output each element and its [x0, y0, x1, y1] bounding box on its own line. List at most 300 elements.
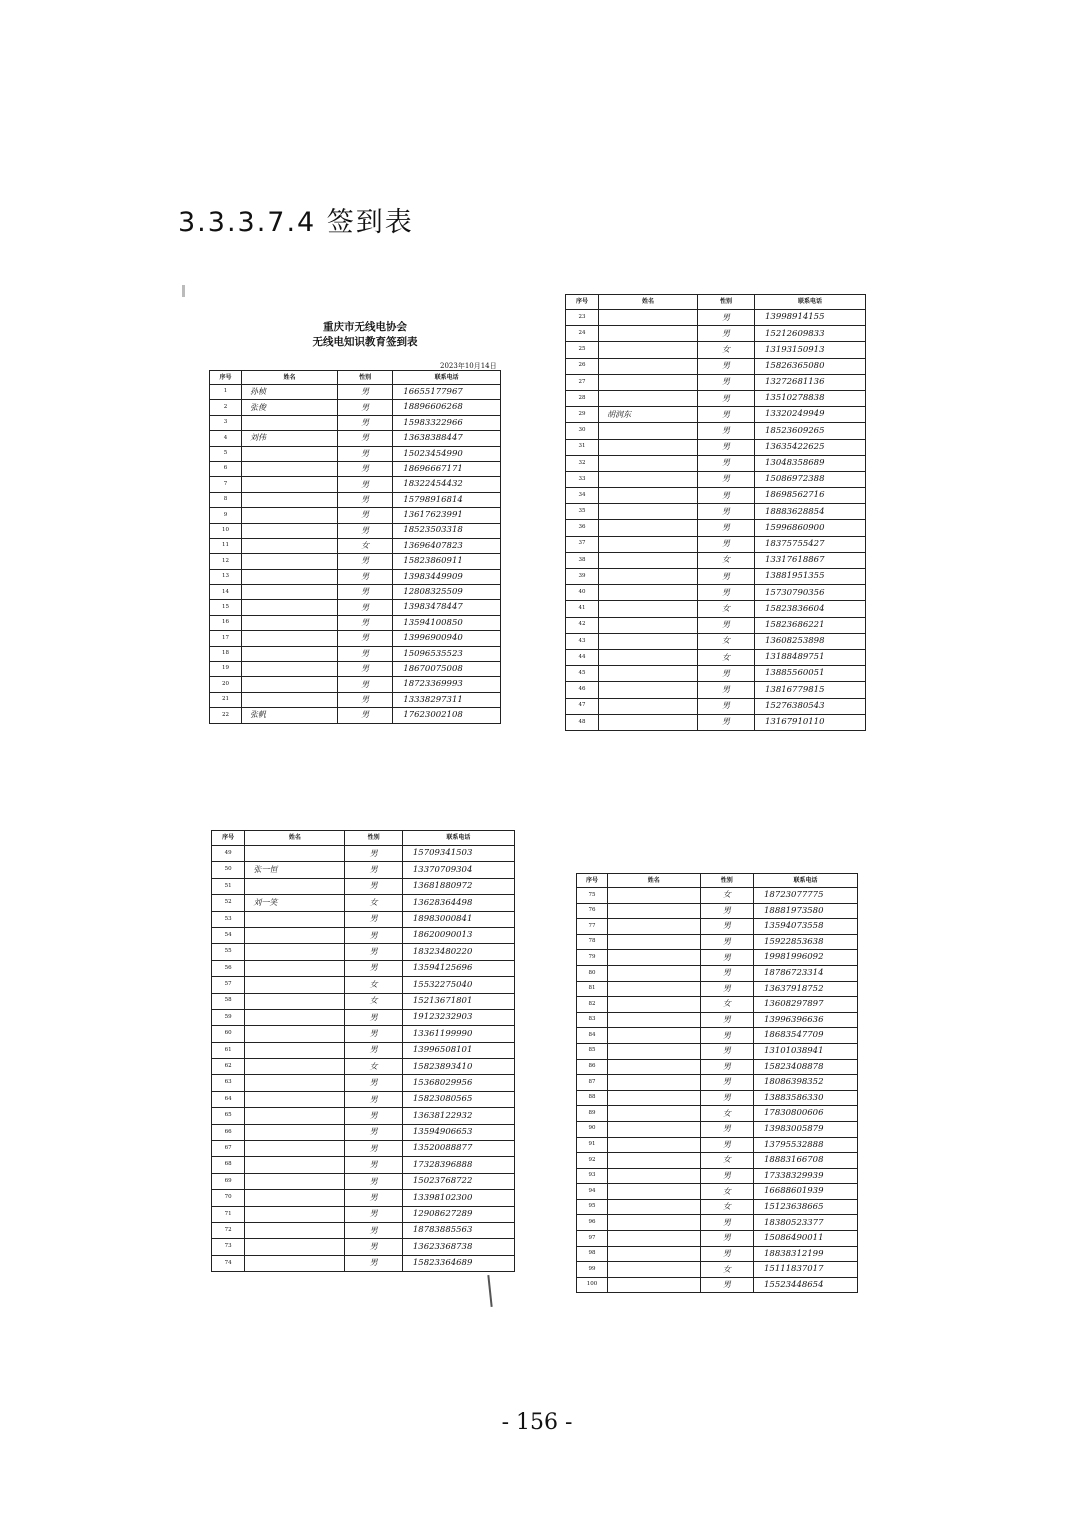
- signer-phone: 13996396636: [754, 1012, 858, 1028]
- signer-phone: 18696667171: [393, 461, 501, 476]
- signer-name: [245, 1026, 345, 1042]
- row-number: 65: [212, 1108, 245, 1124]
- signer-name: [245, 846, 345, 862]
- signer-gender: 女: [698, 649, 755, 665]
- signer-phone: 15730790356: [755, 585, 866, 601]
- signer-name: [607, 1090, 700, 1106]
- signer-name: [607, 1246, 700, 1262]
- signer-phone: 13338297311: [393, 692, 501, 707]
- table-row: [577, 1215, 858, 1231]
- table-row: [577, 997, 858, 1013]
- signer-gender: 男: [345, 911, 403, 927]
- table-row: [566, 569, 866, 585]
- signin-sheet-3: [211, 830, 515, 1272]
- signer-phone: 13885560051: [755, 666, 866, 682]
- signer-phone: 13983449909: [393, 569, 501, 584]
- col-header-phone: 联系电话: [393, 371, 501, 385]
- signer-name: [599, 633, 698, 649]
- signer-gender: 男: [700, 1246, 753, 1262]
- signer-gender: 男: [338, 385, 393, 400]
- row-number: 21: [210, 692, 242, 707]
- col-header-name: 姓名: [599, 295, 698, 310]
- signer-phone: 18723077775: [754, 888, 858, 904]
- signer-phone: 13320249949: [755, 407, 866, 423]
- row-number: 4: [210, 431, 242, 446]
- signer-name: [599, 569, 698, 585]
- signer-gender: 男: [338, 523, 393, 538]
- table-row: [566, 617, 866, 633]
- table-row: [566, 536, 866, 552]
- table-row: [566, 439, 866, 455]
- pen-mark: [487, 1275, 492, 1307]
- table-row: [210, 646, 501, 661]
- signer-gender: 女: [338, 538, 393, 553]
- signer-name: [245, 1255, 345, 1271]
- signin-sheet-2: [565, 294, 866, 731]
- table-row: [212, 944, 515, 960]
- signer-gender: 女: [698, 552, 755, 568]
- table-row: [212, 1009, 515, 1025]
- table-row: [210, 631, 501, 646]
- signer-name: [245, 1124, 345, 1140]
- table-row: [212, 977, 515, 993]
- row-number: 31: [566, 439, 599, 455]
- row-number: 62: [212, 1059, 245, 1075]
- signer-gender: 男: [698, 585, 755, 601]
- signer-phone: 13696407823: [393, 538, 501, 553]
- signer-phone: 15709341503: [402, 846, 514, 862]
- table-row: [577, 1090, 858, 1106]
- signer-gender: 男: [700, 965, 753, 981]
- signer-gender: 男: [345, 1075, 403, 1091]
- row-number: 60: [212, 1026, 245, 1042]
- signer-phone: 18323480220: [402, 944, 514, 960]
- signer-phone: 15368029956: [402, 1075, 514, 1091]
- table-row: [212, 1059, 515, 1075]
- row-number: 58: [212, 993, 245, 1009]
- signer-name: [607, 1121, 700, 1137]
- row-number: 69: [212, 1173, 245, 1189]
- signer-gender: 男: [698, 439, 755, 455]
- signer-gender: 女: [698, 601, 755, 617]
- signer-gender: 男: [338, 677, 393, 692]
- signer-name: [599, 666, 698, 682]
- signer-name: [607, 1153, 700, 1169]
- signer-name: [607, 1012, 700, 1028]
- signer-phone: 13594073558: [754, 919, 858, 935]
- signer-gender: 男: [698, 374, 755, 390]
- col-header-phone: 联系电话: [755, 295, 866, 310]
- signer-name: [607, 1277, 700, 1293]
- table-row: [212, 1026, 515, 1042]
- signer-phone: 13193150913: [755, 342, 866, 358]
- row-number: 84: [577, 1028, 608, 1044]
- table-row: [566, 520, 866, 536]
- signer-gender: 女: [700, 888, 753, 904]
- signer-gender: 男: [338, 415, 393, 430]
- table-row: [566, 358, 866, 374]
- signer-gender: 男: [345, 1141, 403, 1157]
- signin-sheet-1: [209, 370, 501, 724]
- signer-name: [245, 960, 345, 976]
- signer-gender: 男: [345, 846, 403, 862]
- signer-gender: 女: [345, 993, 403, 1009]
- row-number: 49: [212, 846, 245, 862]
- signer-name: [599, 488, 698, 504]
- table-header-row: [566, 295, 866, 310]
- signer-gender: 男: [345, 1091, 403, 1107]
- signer-gender: 男: [700, 1012, 753, 1028]
- signer-name: [607, 1231, 700, 1247]
- table-row: [577, 1121, 858, 1137]
- signer-gender: 男: [698, 536, 755, 552]
- signer-phone: 15823408878: [754, 1059, 858, 1075]
- signer-gender: 女: [345, 977, 403, 993]
- row-number: 77: [577, 919, 608, 935]
- signer-name: [607, 919, 700, 935]
- table-row: [210, 569, 501, 584]
- signer-name: [607, 934, 700, 950]
- table-row: [212, 846, 515, 862]
- signer-name: [607, 1184, 700, 1200]
- table-row: [210, 523, 501, 538]
- signer-phone: 13594125696: [402, 960, 514, 976]
- row-number: 82: [577, 997, 608, 1013]
- signin-table: [576, 873, 858, 1293]
- row-number: 93: [577, 1168, 608, 1184]
- signer-phone: 17623002108: [393, 708, 501, 723]
- signer-phone: 13628364498: [402, 895, 514, 911]
- signer-name: [599, 698, 698, 714]
- table-row: [566, 342, 866, 358]
- row-number: 36: [566, 520, 599, 536]
- signer-name: 张俊: [242, 400, 338, 415]
- row-number: 96: [577, 1215, 608, 1231]
- signer-gender: 男: [700, 1075, 753, 1091]
- row-number: 8: [210, 492, 242, 507]
- row-number: 74: [212, 1255, 245, 1271]
- scan-artifact: [182, 285, 185, 297]
- row-number: 30: [566, 423, 599, 439]
- signer-name: [607, 950, 700, 966]
- row-number: 67: [212, 1141, 245, 1157]
- signer-gender: 男: [700, 1028, 753, 1044]
- signer-name: [599, 504, 698, 520]
- row-number: 79: [577, 950, 608, 966]
- signer-name: 刘伟: [242, 431, 338, 446]
- signer-phone: 18523609265: [755, 423, 866, 439]
- signer-name: [607, 1106, 700, 1122]
- signer-name: [245, 1206, 345, 1222]
- table-row: [577, 950, 858, 966]
- signer-name: [242, 554, 338, 569]
- table-row: [566, 455, 866, 471]
- signer-phone: 15096535523: [393, 646, 501, 661]
- row-number: 94: [577, 1184, 608, 1200]
- signer-phone: 15823364689: [402, 1255, 514, 1271]
- row-number: 32: [566, 455, 599, 471]
- signer-name: [607, 997, 700, 1013]
- signer-phone: 18983000841: [402, 911, 514, 927]
- signer-gender: 男: [345, 1255, 403, 1271]
- col-header-gender: 性别: [700, 874, 753, 888]
- signer-gender: 男: [338, 492, 393, 507]
- row-number: 45: [566, 666, 599, 682]
- signer-gender: 男: [700, 903, 753, 919]
- col-header-name: 姓名: [242, 371, 338, 385]
- signer-name: [599, 714, 698, 730]
- row-number: 40: [566, 585, 599, 601]
- table-row: [577, 1043, 858, 1059]
- signer-phone: 12808325509: [393, 585, 501, 600]
- table-row: [210, 662, 501, 677]
- signer-phone: 13816779815: [755, 682, 866, 698]
- signer-name: [607, 1199, 700, 1215]
- row-number: 38: [566, 552, 599, 568]
- col-header-gender: 性别: [698, 295, 755, 310]
- signer-phone: 15523448654: [754, 1277, 858, 1293]
- signer-gender: 男: [345, 1190, 403, 1206]
- signer-name: [607, 1059, 700, 1075]
- signer-phone: 18683547709: [754, 1028, 858, 1044]
- signer-phone: 13623368738: [402, 1239, 514, 1255]
- table-row: [212, 960, 515, 976]
- table-row: [210, 615, 501, 630]
- signer-phone: 18523503318: [393, 523, 501, 538]
- signer-gender: 男: [700, 1137, 753, 1153]
- signer-phone: 18786723314: [754, 965, 858, 981]
- row-number: 88: [577, 1090, 608, 1106]
- signer-phone: 18698562716: [755, 488, 866, 504]
- signer-gender: 男: [700, 1043, 753, 1059]
- row-number: 100: [577, 1277, 608, 1293]
- signer-phone: 13101038941: [754, 1043, 858, 1059]
- row-number: 3: [210, 415, 242, 430]
- signer-phone: 18086398352: [754, 1075, 858, 1091]
- signer-name: 张帆: [242, 708, 338, 723]
- table-row: [212, 1108, 515, 1124]
- row-number: 23: [566, 310, 599, 326]
- signer-name: [599, 649, 698, 665]
- table-row: [212, 862, 515, 878]
- signer-phone: 16655177967: [393, 385, 501, 400]
- row-number: 17: [210, 631, 242, 646]
- signer-phone: 15086972388: [755, 471, 866, 487]
- signer-phone: 17328396888: [402, 1157, 514, 1173]
- table-row: [566, 407, 866, 423]
- table-row: [566, 682, 866, 698]
- col-header-gender: 性别: [338, 371, 393, 385]
- row-number: 47: [566, 698, 599, 714]
- signer-phone: 13594906653: [402, 1124, 514, 1140]
- table-row: [212, 1190, 515, 1206]
- signer-gender: 女: [698, 633, 755, 649]
- signer-name: [607, 1043, 700, 1059]
- row-number: 2: [210, 400, 242, 415]
- signer-name: [242, 631, 338, 646]
- signer-gender: 男: [700, 1231, 753, 1247]
- signer-name: 孙桢: [242, 385, 338, 400]
- row-number: 12: [210, 554, 242, 569]
- signer-name: [242, 569, 338, 584]
- table-row: [210, 492, 501, 507]
- row-number: 28: [566, 390, 599, 406]
- signer-name: [599, 601, 698, 617]
- signer-gender: 男: [698, 455, 755, 471]
- sheet-org: 重庆市无线电协会: [323, 321, 407, 333]
- signer-name: [245, 944, 345, 960]
- row-number: 29: [566, 407, 599, 423]
- signer-gender: 男: [698, 310, 755, 326]
- signer-gender: 男: [345, 1222, 403, 1238]
- signer-gender: 男: [345, 1108, 403, 1124]
- row-number: 25: [566, 342, 599, 358]
- signer-gender: 男: [700, 1215, 753, 1231]
- row-number: 92: [577, 1153, 608, 1169]
- signer-gender: 男: [338, 400, 393, 415]
- signer-gender: 男: [700, 950, 753, 966]
- signer-gender: 男: [700, 1059, 753, 1075]
- signer-phone: 13883586330: [754, 1090, 858, 1106]
- table-row: [577, 1106, 858, 1122]
- signer-gender: 男: [338, 569, 393, 584]
- signer-name: [242, 600, 338, 615]
- signer-gender: 男: [698, 666, 755, 682]
- table-row: [210, 508, 501, 523]
- row-number: 11: [210, 538, 242, 553]
- signer-name: [242, 662, 338, 677]
- signer-phone: 15798916814: [393, 492, 501, 507]
- table-row: [566, 601, 866, 617]
- signer-name: [245, 1108, 345, 1124]
- signin-table: [565, 294, 866, 731]
- signer-phone: 13370709304: [402, 862, 514, 878]
- row-number: 46: [566, 682, 599, 698]
- signer-phone: 18896606268: [393, 400, 501, 415]
- signer-gender: 男: [338, 615, 393, 630]
- signer-phone: 13638388447: [393, 431, 501, 446]
- signer-name: [599, 536, 698, 552]
- table-row: [210, 446, 501, 461]
- row-number: 9: [210, 508, 242, 523]
- signer-gender: 男: [698, 326, 755, 342]
- signer-name: [607, 965, 700, 981]
- signer-gender: 男: [698, 488, 755, 504]
- signer-phone: 13510278838: [755, 390, 866, 406]
- row-number: 59: [212, 1009, 245, 1025]
- table-row: [566, 666, 866, 682]
- signer-name: [242, 615, 338, 630]
- signer-name: [599, 390, 698, 406]
- table-row: [212, 1075, 515, 1091]
- signer-name: [599, 423, 698, 439]
- signer-name: [245, 1190, 345, 1206]
- row-number: 57: [212, 977, 245, 993]
- row-number: 43: [566, 633, 599, 649]
- row-number: 5: [210, 446, 242, 461]
- table-row: [577, 1246, 858, 1262]
- signer-gender: 男: [698, 569, 755, 585]
- row-number: 98: [577, 1246, 608, 1262]
- row-number: 10: [210, 523, 242, 538]
- signer-phone: 13983005879: [754, 1121, 858, 1137]
- row-number: 24: [566, 326, 599, 342]
- signer-gender: 男: [700, 1090, 753, 1106]
- signer-phone: 15823860911: [393, 554, 501, 569]
- signer-gender: 男: [698, 698, 755, 714]
- col-header-gender: 性别: [345, 831, 403, 846]
- row-number: 95: [577, 1199, 608, 1215]
- table-row: [566, 585, 866, 601]
- signer-phone: 13996900940: [393, 631, 501, 646]
- row-number: 54: [212, 927, 245, 943]
- table-row: [577, 1199, 858, 1215]
- signer-name: [599, 342, 698, 358]
- signer-name: [245, 1042, 345, 1058]
- signer-name: [242, 538, 338, 553]
- row-number: 39: [566, 569, 599, 585]
- signer-phone: 15983322966: [393, 415, 501, 430]
- signer-name: [607, 1168, 700, 1184]
- signer-name: [242, 415, 338, 430]
- signer-phone: 13361199990: [402, 1026, 514, 1042]
- row-number: 99: [577, 1262, 608, 1278]
- signin-table: [211, 830, 515, 1272]
- signer-name: [607, 903, 700, 919]
- table-row: [577, 1153, 858, 1169]
- row-number: 66: [212, 1124, 245, 1140]
- table-header-row: [210, 371, 501, 385]
- signer-phone: 17830800606: [754, 1106, 858, 1122]
- table-row: [566, 552, 866, 568]
- row-number: 13: [210, 569, 242, 584]
- table-row: [210, 461, 501, 476]
- row-number: 41: [566, 601, 599, 617]
- signer-name: [242, 508, 338, 523]
- row-number: 75: [577, 888, 608, 904]
- row-number: 86: [577, 1059, 608, 1075]
- signer-phone: 15823836604: [755, 601, 866, 617]
- signer-name: [599, 439, 698, 455]
- row-number: 19: [210, 662, 242, 677]
- signer-name: [599, 520, 698, 536]
- table-row: [566, 698, 866, 714]
- signer-gender: 男: [700, 919, 753, 935]
- row-number: 42: [566, 617, 599, 633]
- row-number: 22: [210, 708, 242, 723]
- table-row: [210, 585, 501, 600]
- row-number: 85: [577, 1043, 608, 1059]
- table-row: [577, 1059, 858, 1075]
- signer-gender: 男: [338, 708, 393, 723]
- table-row: [212, 1042, 515, 1058]
- signer-gender: 男: [345, 1206, 403, 1222]
- signer-name: [599, 617, 698, 633]
- signer-gender: 男: [338, 631, 393, 646]
- table-row: [210, 431, 501, 446]
- signer-gender: 男: [338, 446, 393, 461]
- signer-gender: 男: [700, 1168, 753, 1184]
- signer-gender: 男: [338, 662, 393, 677]
- signer-phone: 13681880972: [402, 878, 514, 894]
- row-number: 44: [566, 649, 599, 665]
- row-number: 97: [577, 1231, 608, 1247]
- row-number: 76: [577, 903, 608, 919]
- signer-phone: 15023454990: [393, 446, 501, 461]
- signer-phone: 18783885563: [402, 1222, 514, 1238]
- signer-gender: 男: [338, 646, 393, 661]
- signer-gender: 男: [698, 407, 755, 423]
